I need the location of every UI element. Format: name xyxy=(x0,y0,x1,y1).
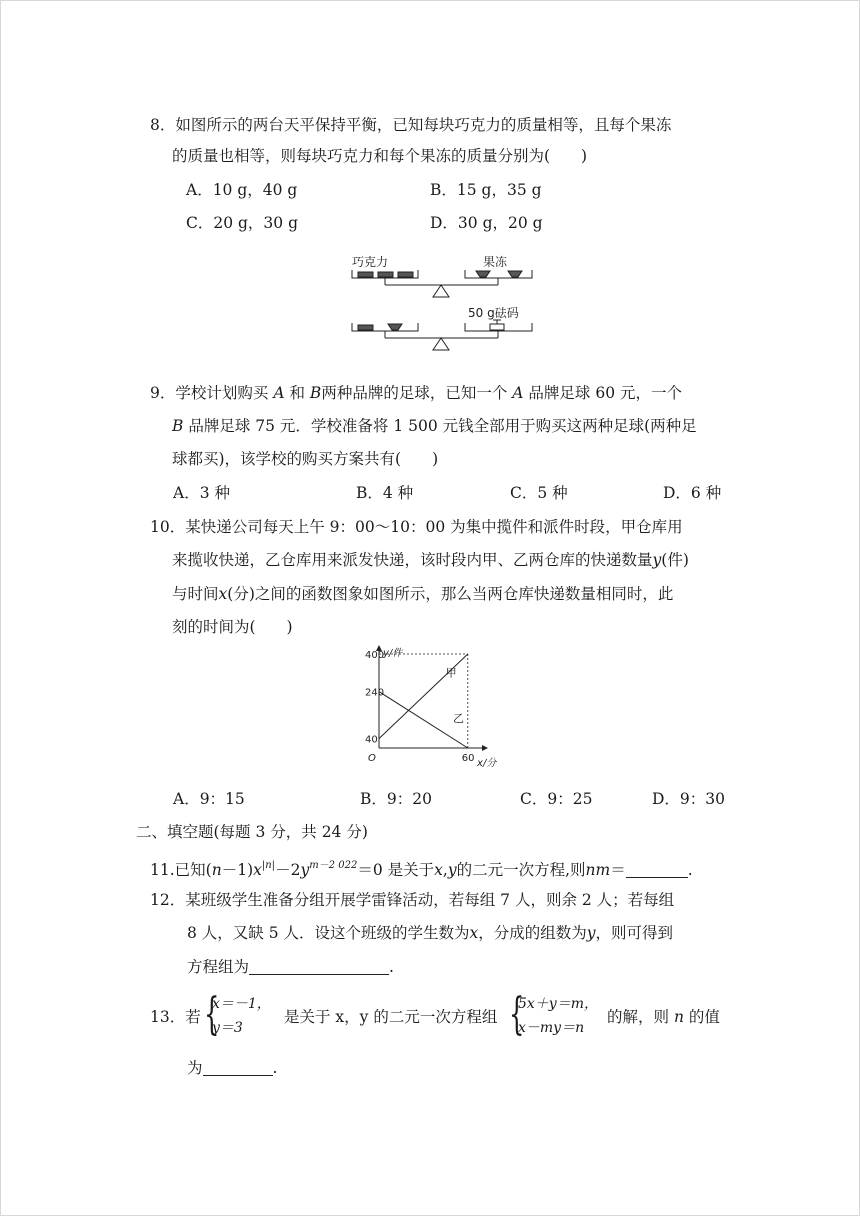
q10-option-b[interactable]: B．9：20 xyxy=(360,790,432,808)
section-2-title: 二、填空题(每题 3 分，共 24 分) xyxy=(136,823,368,841)
q11-number: 11. xyxy=(150,861,175,879)
q13-line-2: 为 . xyxy=(187,1059,278,1077)
jelly-label: 果冻 xyxy=(483,255,508,269)
q13-answer-blank[interactable] xyxy=(203,1061,273,1076)
q9-option-b[interactable]: B．4 种 xyxy=(356,484,414,502)
q13-system2-line1: 5x＋y＝m， xyxy=(518,996,598,1012)
q13-brace-2: { xyxy=(509,989,525,1040)
y-tick-label: 400 xyxy=(365,650,385,661)
q13-brace-1: { xyxy=(204,989,220,1040)
q12-line-1: 12．某班级学生准备分组开展学雷锋活动，若每组 7 人，则余 2 人；若每组 xyxy=(150,891,675,909)
function-graph xyxy=(365,640,515,775)
q13-tail: 的解，则 n 的值 xyxy=(607,1008,720,1026)
q12-number: 12． xyxy=(150,891,186,909)
q10-number: 10． xyxy=(150,518,186,536)
q8-line-1: 8．如图所示的两台天平保持平衡，已知每块巧克力的质量相等，且每个果冻 xyxy=(150,116,672,134)
q13-middle-text: 是关于 x，y 的二元一次方程组 xyxy=(284,1008,498,1026)
q11-answer-blank[interactable] xyxy=(626,863,688,878)
q13-system2-line2: x－my＝n xyxy=(518,1020,585,1036)
x-tick-label: 60 xyxy=(461,753,475,764)
q8-number: 8． xyxy=(150,116,176,134)
series-label-yi: 乙 xyxy=(453,712,464,726)
origin-label: O xyxy=(368,753,376,764)
q13-number: 13． xyxy=(150,1008,186,1026)
y-tick-label: 40 xyxy=(365,734,378,746)
weight-label: 50 g砝码 xyxy=(468,306,519,320)
q11-line: 11.已知$(n-1)x^{|n|}-2y^{m-2 022}=0$ 是关于x,y的二元一次方程,则nm＝ . xyxy=(150,860,693,879)
q9-option-c[interactable]: C．5 种 xyxy=(510,484,568,502)
q13-system1-line1: x＝－1， xyxy=(212,996,271,1012)
chocolate-label: 巧克力 xyxy=(352,255,389,269)
q8-option-c[interactable]: C．20 g，30 g xyxy=(186,214,299,232)
q8-line-2: 的质量也相等，则每块巧克力和每个果冻的质量分别为( ) xyxy=(172,147,588,165)
q8-option-a[interactable]: A．10 g，40 g xyxy=(186,181,298,199)
y-axis-label: y/件 xyxy=(383,648,403,659)
q10-line-1: 10．某快递公司每天上午 9：00～10：00 为集中揽件和派件时段，甲仓库用 xyxy=(150,518,683,536)
q10-option-a[interactable]: A．9：15 xyxy=(173,790,245,808)
q13-prefix: 13．若 xyxy=(150,1008,201,1026)
q12-answer-blank[interactable] xyxy=(249,960,389,975)
q9-line-2: B 品牌足球 75 元．学校准备将 1 500 元钱全部用于购买这两种足球(两种足 xyxy=(172,417,697,435)
q9-option-a[interactable]: A．3 种 xyxy=(173,484,230,502)
q9-option-d[interactable]: D．6 种 xyxy=(663,484,722,502)
q8-option-d[interactable]: D．30 g，20 g xyxy=(430,214,543,232)
q10-line-4: 刻的时间为( ) xyxy=(172,618,293,636)
x-axis-label: x/分 xyxy=(477,758,497,769)
q10-option-d[interactable]: D．9：30 xyxy=(652,790,726,808)
series-label-jia: 甲 xyxy=(445,666,457,680)
q9-line-3: 球都买)，该学校的购买方案共有( ) xyxy=(172,450,439,468)
q8-option-b[interactable]: B．15 g，35 g xyxy=(430,181,542,199)
q13-system1-line2: y＝3 xyxy=(212,1020,243,1036)
q12-line-3: 方程组为 . xyxy=(187,958,394,976)
q9-number: 9． xyxy=(150,384,176,402)
q10-line-2: 来揽收快递，乙仓库用来派发快递，该时段内甲、乙两仓库的快递数量y(件) xyxy=(172,551,689,569)
q9-line-1: 9．学校计划购买 A 和 B两种品牌的足球，已知一个 A 品牌足球 60 元，一个 xyxy=(150,384,682,402)
q10-option-c[interactable]: C．9：25 xyxy=(520,790,593,808)
balance-figure xyxy=(340,250,540,365)
y-tick-label: 240 xyxy=(365,687,385,699)
q12-line-2: 8 人，又缺 5 人．设这个班级的学生数为x，分成的组数为y，则可得到 xyxy=(187,924,674,942)
q10-line-3: 与时间x(分)之间的函数图象如图所示，那么当两仓库快递数量相同时，此 xyxy=(172,585,674,603)
